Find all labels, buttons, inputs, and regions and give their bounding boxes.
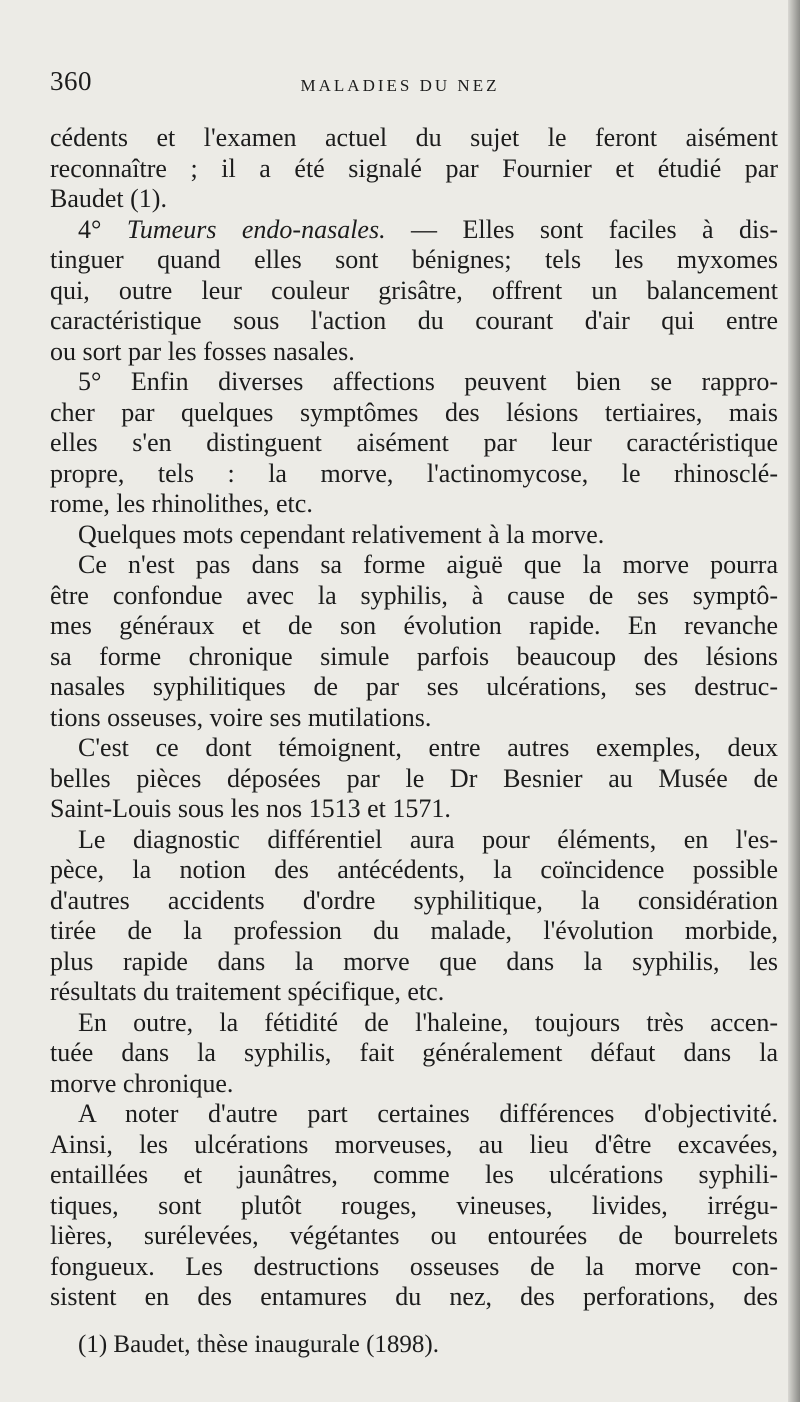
text-line: morve chronique. (50, 1068, 234, 1098)
body-text (50, 123, 778, 1313)
page-number: 360 (50, 66, 92, 96)
text-line: En outre, la fétidité de l'haleine, toujours très accen- (78, 1007, 778, 1037)
running-title: MALADIES DU NEZ (300, 76, 500, 95)
text-line: tirée de la profession du malade, l'évolution morbide, (50, 916, 778, 945)
text-line: être confondue avec la syphilis, à cause de ses symptô- (50, 580, 778, 610)
page-edge (788, 0, 800, 1402)
text-line-segment: 4° (78, 214, 127, 244)
text-line: Ce n'est pas dans sa forme aiguë que la morve pourra (78, 550, 778, 579)
footnote: (1) Baudet, thèse inaugurale (1898). (78, 1331, 439, 1358)
text-line: caractéristique sous l'action du courant d'air qui entre (50, 306, 778, 335)
text-line: ou sort par les fosses nasales. (50, 336, 355, 366)
text-line: tiques, sont plutôt rouges, vineuses, livides, irrégu- (50, 1190, 778, 1220)
text-line: nasales syphilitiques de par ses ulcérations, ses destruc- (50, 672, 778, 701)
text-line: qui, outre leur couleur grisâtre, offrent un balancement (50, 275, 778, 305)
text-line: pèce, la notion des antécédents, la coïncidence possible (50, 855, 778, 884)
text-line: sa forme chronique simule parfois beaucoup des lésions (50, 641, 778, 671)
text-line: fongueux. Les destructions osseuses de la morve con- (50, 1251, 778, 1281)
text-line: résultats du traitement spécifique, etc. (50, 977, 445, 1006)
text-line: entaillées et jaunâtres, comme les ulcérations syphili- (50, 1160, 778, 1189)
text-line: tuée dans la syphilis, fait généralement défaut dans la (50, 1038, 778, 1067)
text-line (50, 215, 778, 246)
text-line: Saint-Louis sous les nos 1513 et 1571. (50, 794, 451, 823)
text-line: rome, les rhinolithes, etc. (50, 489, 313, 518)
text-line-segment: — Elles sont faciles à dis- (385, 214, 778, 244)
text-line: mes généraux et de son évolution rapide. En revanche (50, 611, 778, 640)
text-line: sistent en des entamures du nez, des perforations, des (50, 1282, 778, 1311)
text-line: belles pièces déposées par le Dr Besnier au Musée de (50, 763, 778, 793)
text-line: tinguer quand elles sont bénignes; tels les myxomes (50, 245, 778, 274)
text-line: reconnaître ; il a été signalé par Fournier et étudié par (50, 153, 778, 183)
text-line: A noter d'autre part certaines différences d'objectivité. (78, 1099, 778, 1128)
text-line: plus rapide dans la morve que dans la syphilis, les (50, 946, 778, 976)
section-heading-italic: Tumeurs endo-nasales. (126, 214, 386, 244)
text-line: Ainsi, les ulcérations morveuses, au lieu d'être excavées, (50, 1129, 778, 1159)
text-line: cédents et l'examen actuel du sujet le feront aisément (50, 123, 778, 152)
text-line: tions osseuses, voire ses mutilations. (50, 702, 432, 732)
text-line: C'est ce dont témoignent, entre autres exemples, deux (78, 733, 778, 762)
text-line: Quelques mots cependant relativement à la morve. (78, 519, 605, 549)
text-line: elles s'en distinguent aisément par leur caractéristique (50, 428, 778, 457)
text-line: Le diagnostic différentiel aura pour éléments, en l'es- (78, 824, 778, 854)
text-line: lières, surélevées, végétantes ou entourées de bourrelets (50, 1221, 778, 1250)
text-line: d'autres accidents d'ordre syphilitique, la considération (50, 885, 778, 915)
text-line: 5° Enfin diverses affections peuvent bien se rappro- (78, 367, 778, 396)
text-line: cher par quelques symptômes des lésions tertiaires, mais (50, 397, 778, 427)
text-line: propre, tels : la morve, l'actinomycose, le rhinosclé- (50, 458, 778, 488)
text-line: Baudet (1). (50, 184, 167, 213)
